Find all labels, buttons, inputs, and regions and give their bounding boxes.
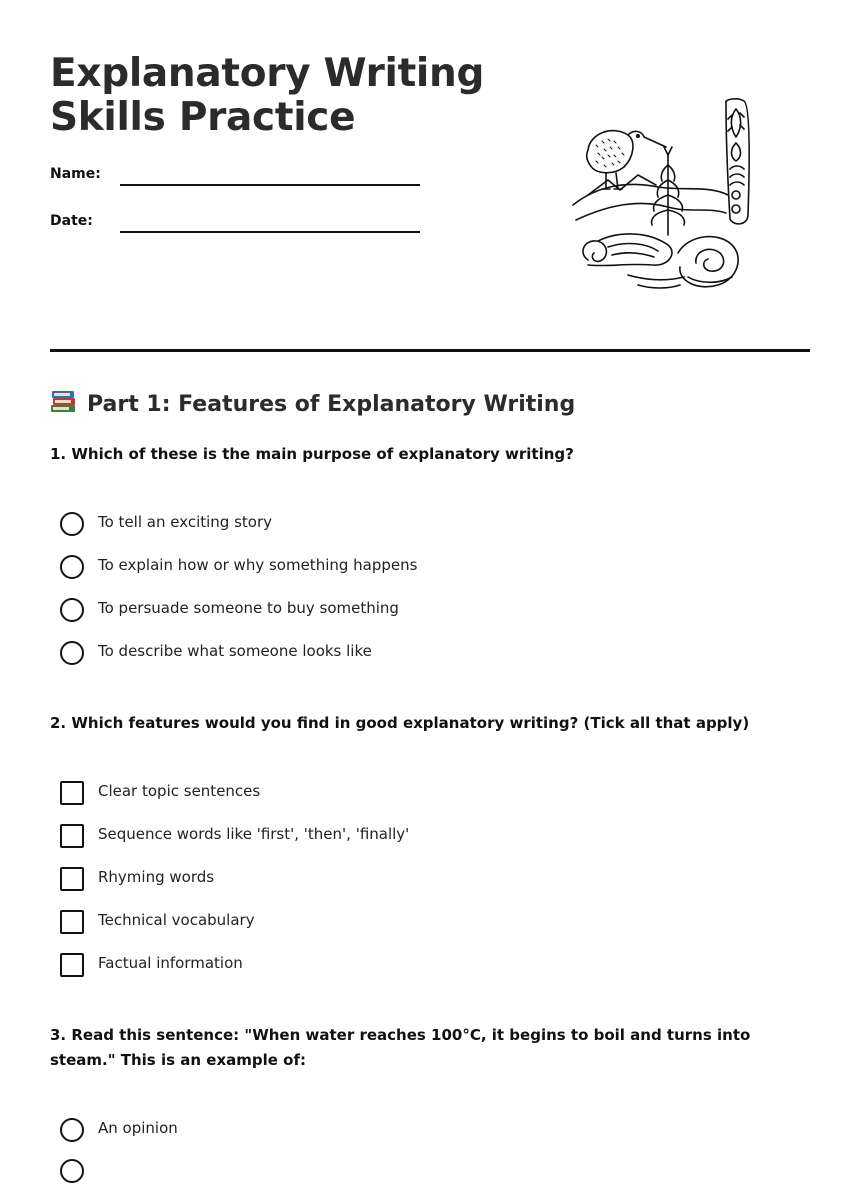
question-3: 3. Read this sentence: "When water reaches 100°C, it begins to boil and turns into steam." This is an example of:	[50, 1026, 751, 1069]
radio-button[interactable]	[60, 598, 84, 622]
title-line-1: Explanatory Writing	[50, 51, 485, 96]
name-label: Name:	[50, 166, 101, 182]
section-divider	[50, 349, 810, 352]
q1-option-2[interactable]	[60, 554, 760, 580]
radio-button[interactable]	[60, 512, 84, 536]
question-2: 2. Which features would you find in good explanatory writing? (Tick all that apply)	[50, 714, 750, 732]
option-label: Rhyming words	[98, 868, 215, 886]
option-label: Factual information	[98, 954, 243, 972]
checkbox[interactable]	[60, 953, 84, 977]
worksheet-title	[50, 52, 484, 140]
radio-button[interactable]	[60, 641, 84, 665]
q1-option-4[interactable]	[60, 640, 760, 666]
q2-option-3[interactable]	[60, 866, 760, 892]
checkbox[interactable]	[60, 781, 84, 805]
q1-option-1[interactable]	[60, 511, 760, 537]
checkbox[interactable]	[60, 867, 84, 891]
date-label: Date:	[50, 213, 93, 229]
checkbox[interactable]	[60, 910, 84, 934]
option-label: To explain how or why something happens	[98, 556, 418, 574]
carved-post-icon	[726, 99, 749, 224]
option-label: Clear topic sentences	[98, 782, 261, 800]
books-icon	[50, 390, 77, 414]
checkbox[interactable]	[60, 824, 84, 848]
q2-option-5[interactable]	[60, 952, 760, 978]
option-label: To tell an exciting story	[98, 513, 272, 531]
q1-option-3[interactable]	[60, 597, 760, 623]
name-field	[50, 166, 420, 196]
title-line-2: Skills Practice	[50, 95, 356, 140]
option-label: To persuade someone to buy something	[98, 599, 399, 617]
date-input[interactable]	[120, 231, 420, 233]
radio-button[interactable]	[60, 1118, 84, 1142]
radio-button[interactable]	[60, 555, 84, 579]
q3-option-2-partial[interactable]	[60, 1158, 760, 1184]
option-label: To describe what someone looks like	[98, 642, 372, 660]
q2-option-4[interactable]	[60, 909, 760, 935]
date-field	[50, 213, 420, 243]
option-label: Sequence words like 'first', 'then', 'finally'	[98, 825, 410, 843]
q2-option-2[interactable]	[60, 823, 760, 849]
question-1: 1. Which of these is the main purpose of explanatory writing?	[50, 445, 574, 463]
kiwi-bird-icon	[587, 131, 666, 189]
section-title	[50, 390, 575, 417]
option-label: Technical vocabulary	[98, 911, 255, 929]
option-label: An opinion	[98, 1119, 178, 1137]
kiwi-bird-fern-carving-illustration	[568, 95, 768, 295]
radio-button[interactable]	[60, 1159, 84, 1183]
koru-swirl-icon	[583, 234, 738, 288]
section-title-text: Part 1: Features of Explanatory Writing	[87, 392, 576, 417]
q2-option-1[interactable]	[60, 780, 760, 806]
name-input[interactable]	[120, 184, 420, 186]
fern-icon	[652, 147, 685, 235]
q3-option-1[interactable]	[60, 1117, 760, 1143]
